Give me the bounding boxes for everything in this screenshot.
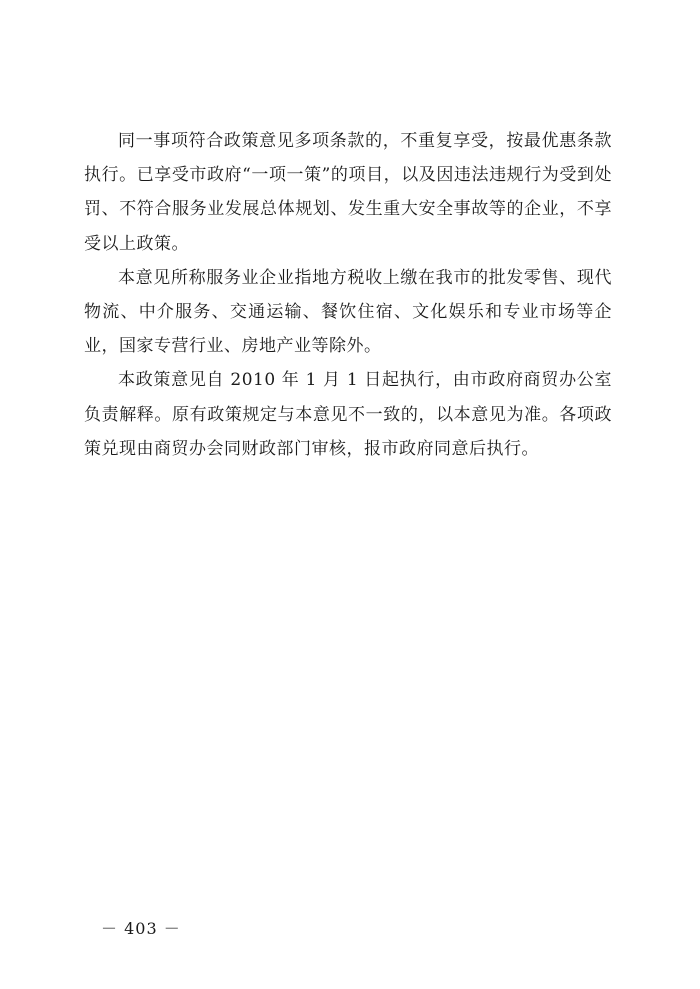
paragraph-service-enterprise-definition: 本意见所称服务业企业指地方税收上缴在我市的批发零售、现代物流、中介服务、交通运输、餐饮住宿、文化娱乐和专业市场等企业，国家专营行业、房地产业等除外。 <box>84 267 612 357</box>
paragraph-duplicate-policy: 同一事项符合政策意见多项条款的，不重复享受，按最优惠条款执行。已享受市政府“一项一策”的项目，以及因违法违规行为受到处罚、不符合服务业发展总体规划、发生重大安全事故等的企业，不享受以上政策。 <box>84 131 612 254</box>
document-body <box>84 124 612 466</box>
paragraph-effective-date: 本政策意见自 2010 年 1 月 1 日起执行，由市政府商贸办公室负责解释。原有政策规定与本意见不一致的，以本意见为准。各项政策兑现由商贸办会同财政部门审核，报市政府同意后执行。 <box>84 370 612 459</box>
page-number: － 403 － <box>101 919 181 938</box>
